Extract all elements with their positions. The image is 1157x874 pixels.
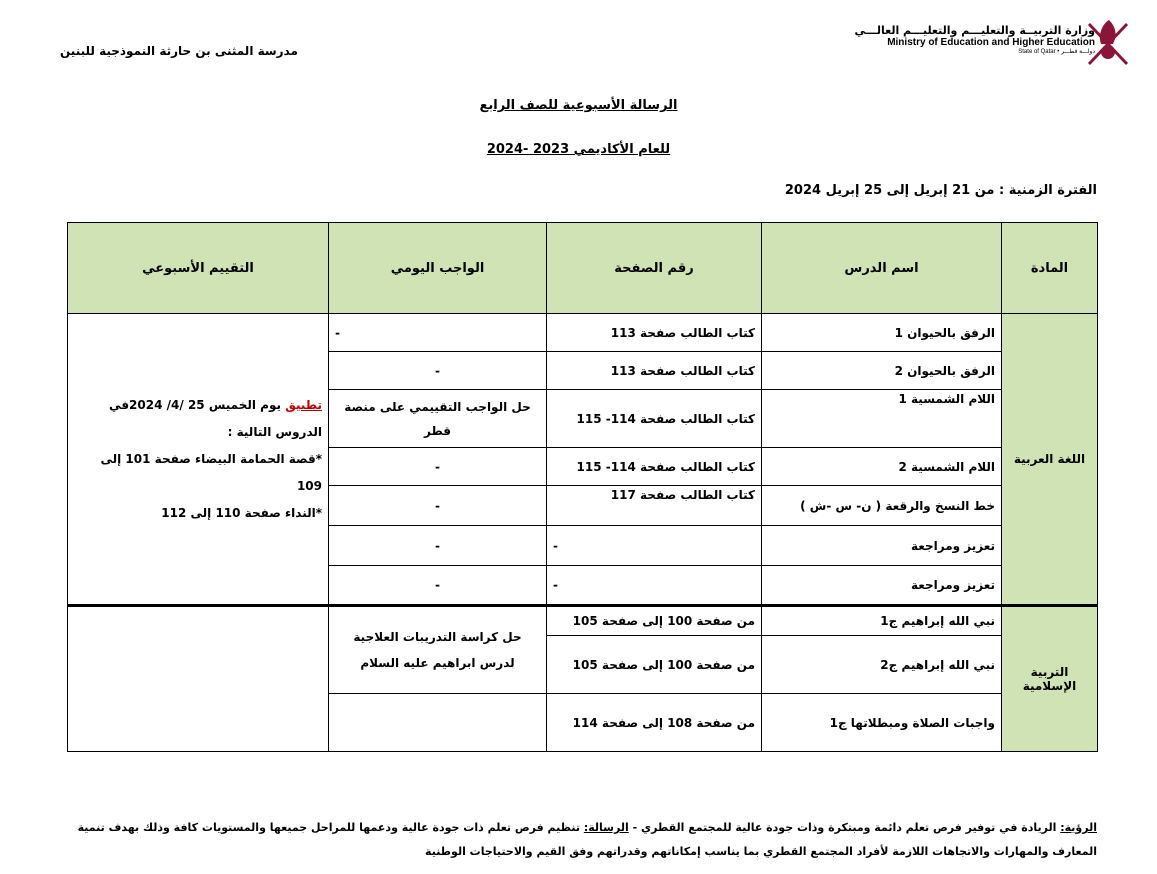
homework-cell: - <box>329 566 547 606</box>
page-header <box>0 0 1157 80</box>
subject-islamic: التربية الإسلامية <box>1002 606 1098 752</box>
weekly-schedule-table <box>67 222 1098 752</box>
homework-cell: - <box>329 352 547 390</box>
document-title: الرسالة الأسبوعية للصف الرابع <box>479 98 678 113</box>
header-assessment: التقييم الأسبوعي <box>68 223 329 314</box>
lesson-cell: واجبات الصلاة ومبطلاتها ج1 <box>762 694 1002 752</box>
lesson-cell: نبي الله إبراهيم ج1 <box>762 606 1002 636</box>
assessment-prefix: تطبيق <box>285 397 322 412</box>
page-cell: من صفحة 108 إلى صفحة 114 <box>547 694 762 752</box>
homework-cell: حل كراسة التدريبات العلاجية لدرس ابراهيم عليه السلام <box>329 606 547 694</box>
weekly-assessment-cell <box>68 606 329 752</box>
subject-arabic: اللغة العربية <box>1002 314 1098 606</box>
table-row <box>68 606 1098 636</box>
homework-cell: حل الواجب التقييمي على منصة قطر <box>329 390 547 448</box>
lesson-cell: الرفق بالحيوان 1 <box>762 314 1002 352</box>
weekly-assessment-cell <box>68 314 329 606</box>
lesson-cell: الرفق بالحيوان 2 <box>762 352 1002 390</box>
page-cell: كتاب الطالب صفحة 113 <box>547 352 762 390</box>
page-cell: من صفحة 100 إلى صفحة 105 <box>547 606 762 636</box>
time-period: الفترة الزمنية : من 21 إبريل إلى 25 إبريل 2024 <box>784 183 1097 198</box>
page-cell: كتاب الطالب صفحة 113 <box>547 314 762 352</box>
lesson-cell: اللام الشمسية 2 <box>762 448 1002 486</box>
school-name: مدرسة المثنى بن حارثة النموذجية للبنين <box>60 44 298 58</box>
lesson-cell: تعزيز ومراجعة <box>762 526 1002 566</box>
assessment-line: يوم الخميس 25 /4/ 2024في <box>109 397 281 412</box>
assessment-line: الدروس التالية : <box>227 424 322 439</box>
lesson-cell: اللام الشمسية 1 <box>762 390 1002 448</box>
homework-cell: - <box>329 526 547 566</box>
table-row <box>68 314 1098 352</box>
page-cell: كتاب الطالب صفحة 114- 115 <box>547 448 762 486</box>
vision-label: الرؤية: <box>1060 821 1097 834</box>
lesson-cell: تعزيز ومراجعة <box>762 566 1002 606</box>
assessment-line: *النداء صفحة 110 إلى 112 <box>161 505 322 520</box>
vision-mission-footer <box>57 816 1097 864</box>
page-cell: كتاب الطالب صفحة 114- 115 <box>547 390 762 448</box>
homework-cell: - <box>329 486 547 526</box>
assessment-line: 109 <box>296 478 322 493</box>
ministry-name-ar: وزارة التربيــة والتعليـــم والتعليـــم العالـــي <box>854 24 1095 37</box>
academic-year: للعام الأكاديمي 2023 -2024 <box>486 142 671 157</box>
table-header-row <box>68 223 1098 314</box>
header-lesson: اسم الدرس <box>762 223 1002 314</box>
header-subject: المادة <box>1002 223 1098 314</box>
page-cell: - <box>547 566 762 606</box>
homework-cell: - <box>329 448 547 486</box>
vision-text: الريادة في توفير فرص تعلم دائمة ومبتكرة وذات جودة عالية للمجتمع القطري - <box>632 821 1057 834</box>
mission-label: الرسالة: <box>583 821 629 834</box>
header-homework: الواجب اليومي <box>329 223 547 314</box>
lesson-cell: نبي الله إبراهيم ج2 <box>762 636 1002 694</box>
ministry-name <box>854 24 1095 55</box>
ministry-name-en: Ministry of Education and Higher Education <box>887 37 1095 48</box>
state-label: State of Qatar • دولـــة قطـــر <box>1018 49 1095 55</box>
homework-cell <box>329 694 547 752</box>
assessment-line: *قصة الحمامة البيضاء صفحة 101 إلى <box>100 451 322 466</box>
page-cell: - <box>547 526 762 566</box>
lesson-cell: خط النسخ والرقعة ( ن- س -ش ) <box>762 486 1002 526</box>
homework-cell: - <box>329 314 547 352</box>
header-page: رقم الصفحة <box>547 223 762 314</box>
page-cell: كتاب الطالب صفحة 117 <box>547 486 762 526</box>
mission-text: تنظيم فرص تعلم ذات جودة عالية ودعمها للمراحل جميعها والمستويات كافة وذلك بهدف تنمية المعارف والمهارات والاتجاهات اللازمة لأفراد المجتمع القطري بما يناسب إمكاناتهم وقدراتهم وفق القيم والاحتياجات الوطنية <box>77 821 1097 858</box>
page-cell: من صفحة 100 إلى صفحة 105 <box>547 636 762 694</box>
